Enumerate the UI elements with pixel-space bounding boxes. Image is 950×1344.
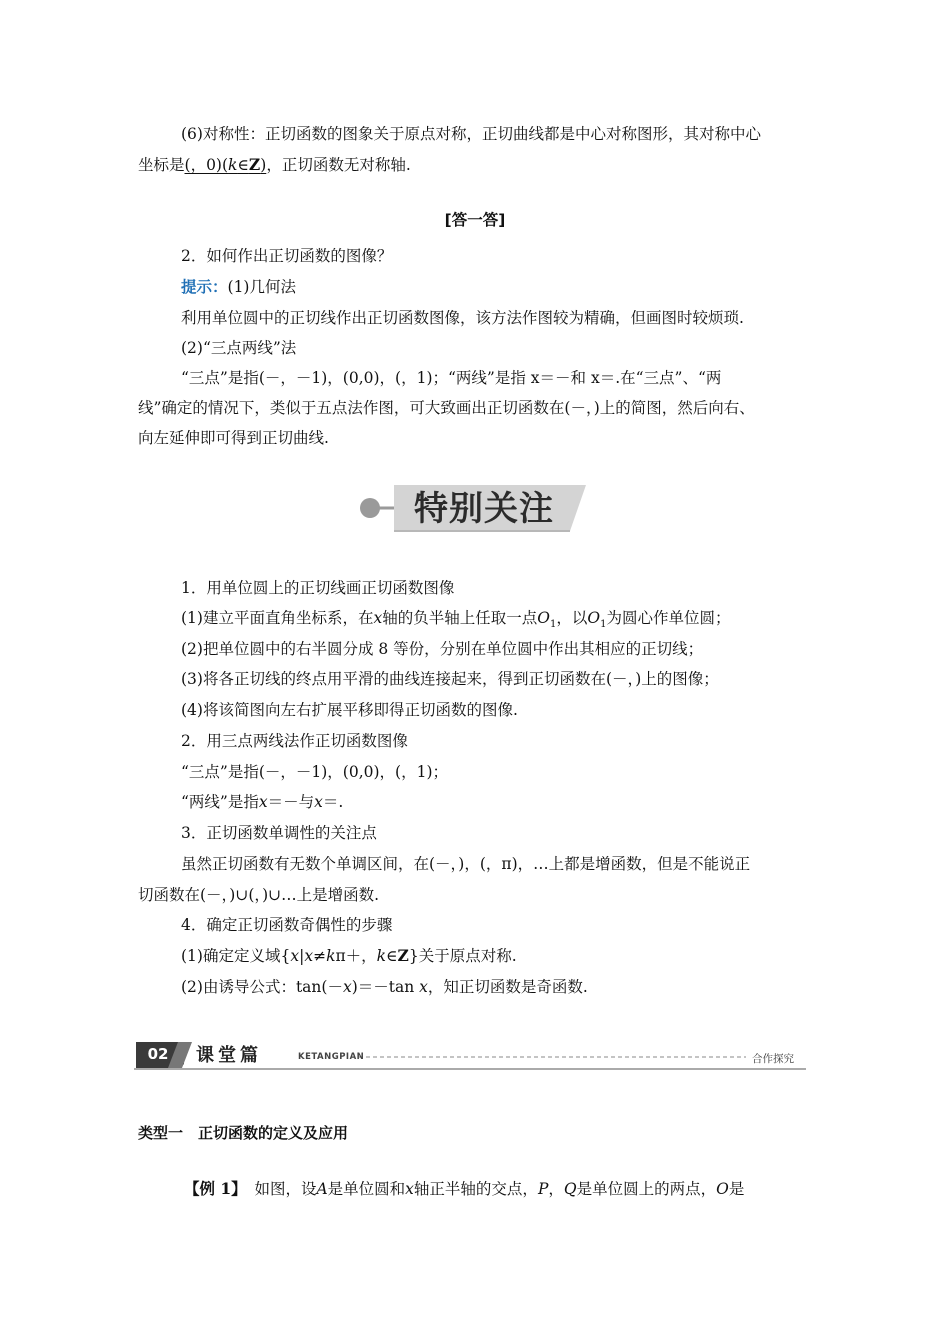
section-english: KETANGPIAN bbox=[298, 1052, 365, 1062]
note-1b: (2)把单位圆中的右半圆分成 8 等份，分别在单位圆中作出其相应的正切线； bbox=[181, 640, 704, 658]
note-3: 3．正切函数单调性的关注点 bbox=[181, 824, 377, 842]
section-number: 02 bbox=[147, 1045, 169, 1063]
example-label: 【例 1】 bbox=[184, 1179, 239, 1198]
banner-title: 特别关注 bbox=[414, 489, 554, 529]
intro-text: ，正切函数无对称轴. bbox=[266, 156, 411, 174]
qa-question: 2．如何作出正切函数的图像？ bbox=[181, 247, 393, 265]
note-4a: (1)确定定义域{x|x≠kπ＋，k∈Z}关于原点对称. bbox=[181, 946, 517, 965]
note-4b: (2)由诱导公式：tan(－x)＝－tan x，知正切函数是奇函数. bbox=[181, 978, 588, 996]
hint-label: 提示： bbox=[181, 277, 228, 296]
example-1: 【例 1】 如图，设A是单位圆和x轴正半轴的交点，P，Q是单位圆上的两点，O是 bbox=[184, 1179, 745, 1198]
note-1d: (4)将该简图向左右扩展平移即得正切函数的图像. bbox=[181, 701, 518, 719]
qa-p4: 线”确定的情况下，类似于五点法作图，可大致画出正切函数在(－，)上的简图，然后向右、 bbox=[138, 399, 755, 417]
qa-p2: (2)“三点两线”法 bbox=[181, 339, 297, 357]
intro-line-1: (6)对称性：正切函数的图象关于原点对称，正切曲线都是中心对称图形，其对称中心 bbox=[181, 125, 761, 143]
section-right-label: 合作探究 bbox=[752, 1053, 794, 1065]
note-3b: 切函数在(－，)∪(，)∪…上是增函数. bbox=[138, 886, 380, 904]
qa-heading: [答一答] bbox=[444, 211, 506, 229]
type-heading: 类型一 正切函数的定义及应用 bbox=[138, 1124, 349, 1142]
note-4: 4．确定正切函数奇偶性的步骤 bbox=[181, 916, 393, 934]
section-title: 课堂篇 bbox=[196, 1045, 262, 1066]
note-1: 1．用单位圆上的正切线画正切函数图像 bbox=[181, 579, 455, 597]
intro-text: 坐标是 bbox=[138, 156, 185, 174]
note-2b: “两线”是指x＝－与x＝. bbox=[181, 793, 344, 811]
qa-p1: 利用单位圆中的正切线作出正切函数图像，该方法作图较为精确，但画图时较烦琐. bbox=[181, 309, 744, 327]
intro-line-2 bbox=[138, 155, 411, 175]
note-2: 2．用三点两线法作正切函数图像 bbox=[181, 732, 408, 750]
qa-hint: 提示：(1)几何法 bbox=[181, 277, 296, 296]
note-1c: (3)将各正切线的终点用平滑的曲线连接起来，得到正切函数在(－，)上的图像； bbox=[181, 670, 719, 688]
qa-p5: 向左延伸即可得到正切曲线. bbox=[138, 429, 329, 447]
note-1a: (1)建立平面直角坐标系，在x轴的负半轴上任取一点$O_1$，以$O_1$为圆心作单位圆； bbox=[181, 609, 731, 631]
qa-p3: “三点”是指(－，－1)，(0,0)，(，1)；“两线”是指 x＝－和 x＝.在“三点”、“两 bbox=[181, 369, 722, 387]
note-2a: “三点”是指(－，－1)，(0,0)，(，1)； bbox=[181, 763, 449, 781]
symmetry-center: (，0)(k∈Z) bbox=[184, 155, 267, 174]
note-3a: 虽然正切函数有无数个单调区间，在(－，)，(，π)，…上都是增函数，但是不能说正 bbox=[181, 855, 751, 873]
